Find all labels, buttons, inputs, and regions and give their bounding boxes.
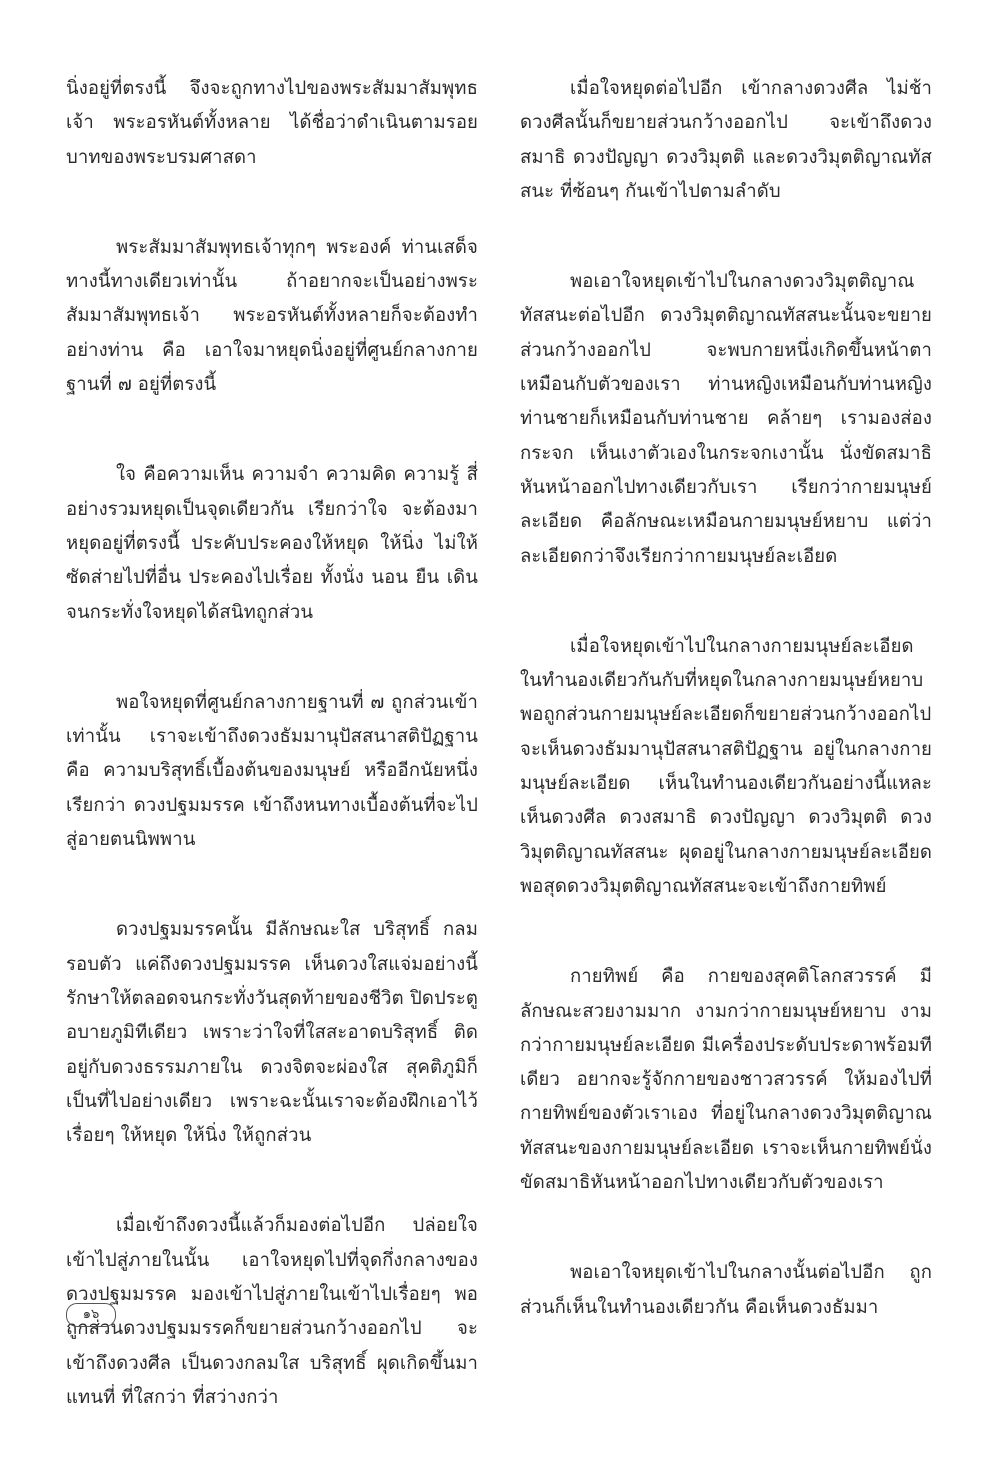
left-column <box>66 72 478 1471</box>
paragraph: กายทิพย์ คือ กายของสุคติโลกสวรรค์ มีลักษณะสวยงามมาก งามกว่ากายมนุษย์หยาบ งามกว่ากายมนุษย์ละเอียด มีเครื่องประดับประดาพร้อมทีเดียว อยากจะรู้จักกายของชาวสวรรค์ ให้มองไปที่กายทิพย์ของตัวเราเอง ที่อยู่ในกลางดวงวิมุตติญาณทัสสนะของกายมนุษย์ละเอียด เราจะเห็นกายทิพย์นั่งขัดสมาธิหันหน้าออกไปทางเดียวกับตัวของเรา <box>520 966 932 1194</box>
paragraph: ใจ คือความเห็น ความจำ ความคิด ความรู้ สี่อย่างรวมหยุดเป็นจุดเดียวกัน เรียกว่าใจ จะต้องมาหยุดอยู่ที่ตรงนี้ ประคับประคองให้หยุด ให้นิ่ง ไม่ให้ซัดส่ายไปที่อื่น ประคองไปเรื่อย ทั้งนั่ง นอน ยืน เดิน จนกระทั่งใจหยุดได้สนิทถูกส่วน <box>66 464 478 623</box>
paragraph: นิ่งอยู่ที่ตรงนี้ จึงจะถูกทางไปของพระสัมมาสัมพุทธเจ้า พระอรหันต์ทั้งหลาย ได้ชื่อว่าดำเนินตามรอยบาทของพระบรมศาสดา <box>66 78 478 168</box>
paragraph: พอใจหยุดที่ศูนย์กลางกายฐานที่ ๗ ถูกส่วนเข้าเท่านั้น เราจะเข้าถึงดวงธัมมานุปัสสนาสติปัฏฐาน คือ ความบริสุทธิ์เบื้องต้นของมนุษย์ หรืออีกนัยหนึ่งเรียกว่า ดวงปฐมมรรค เข้าถึงหนทางเบื้องต้นที่จะไปสู่อายตนนิพพาน <box>66 691 478 851</box>
paragraph: เมื่อใจหยุดเข้าไปในกลางกายมนุษย์ละเอียดในทำนองเดียวกันกับที่หยุดในกลางกายมนุษย์หยาบ พอถูกส่วนกายมนุษย์ละเอียดก็ขยายส่วนกว้างออกไป จะเห็นดวงธัมมานุปัสสนาสติปัฏฐาน อยู่ในกลางกายมนุษย์ละเอียด เห็นในทำนองเดียวกันอย่างนี้แหละ เห็นดวงศีล ดวงสมาธิ ดวงปัญญา ดวงวิมุตติ ดวงวิมุตติญาณทัสสนะ ผุดอยู่ในกลางกายมนุษย์ละเอียด พอสุดดวงวิมุตติญาณทัสสนะจะเข้าถึงกายทิพย์ <box>520 635 932 897</box>
paragraph: พระสัมมาสัมพุทธเจ้าทุกๆ พระองค์ ท่านเสด็จทางนี้ทางเดียวเท่านั้น ถ้าอยากจะเป็นอย่างพระสัมมาสัมพุทธเจ้า พระอรหันต์ทั้งหลายก็จะต้องทำอย่างท่าน คือ เอาใจมาหยุดนิ่งอยู่ที่ศูนย์กลางกายฐานที่ ๗ อยู่ที่ตรงนี้ <box>66 236 478 396</box>
paragraph: พอเอาใจหยุดเข้าไปในกลางนั้นต่อไปอีก ถูกส่วนก็เห็นในทำนองเดียวกัน คือเห็นดวงธัมมา <box>520 1262 932 1318</box>
right-column <box>520 72 932 1381</box>
paragraph: พอเอาใจหยุดเข้าไปในกลางดวงวิมุตติญาณทัสสนะต่อไปอีก ดวงวิมุตติญาณทัสสนะนั้นจะขยายส่วนกว้างออกไป จะพบกายหนึ่งเกิดขึ้นหน้าตาเหมือนกับตัวของเรา ท่านหญิงเหมือนกับท่านหญิง ท่านชายก็เหมือนกับท่านชาย คล้ายๆ เรามองส่องกระจก เห็นเงาตัวเองในกระจกเงานั้น นั่งขัดสมาธิหันหน้าออกไปทางเดียวกับเรา เรียกว่ากายมนุษย์ละเอียด คือลักษณะเหมือนกายมนุษย์หยาบ แต่ว่าละเอียดกว่าจึงเรียกว่ากายมนุษย์ละเอียด <box>520 271 932 567</box>
paragraph: เมื่อเข้าถึงดวงนี้แล้วก็มองต่อไปอีก ปล่อยใจเข้าไปสู่ภายในนั้น เอาใจหยุดไปที่จุดกึ่งกลางของดวงปฐมมรรค มองเข้าไปสู่ภายในเข้าไปเรื่อยๆ พอถูกส่วนดวงปฐมมรรคก็ขยายส่วนกว้างออกไป จะเข้าถึงดวงศีล เป็นดวงกลมใส บริสุทธิ์ ผุดเกิดขึ้นมาแทนที่ ที่ใสกว่า ที่สว่างกว่า <box>66 1215 478 1408</box>
paragraph: เมื่อใจหยุดต่อไปอีก เข้ากลางดวงศีล ไม่ช้าดวงศีลนั้นก็ขยายส่วนกว้างออกไป จะเข้าถึงดวงสมาธิ ดวงปัญญา ดวงวิมุตติ และดวงวิมุตติญาณทัสสนะ ที่ซ้อนๆ กันเข้าไปตามลำดับ <box>520 78 932 202</box>
paragraph: ดวงปฐมมรรคนั้น มีลักษณะใส บริสุทธิ์ กลมรอบตัว แค่ถึงดวงปฐมมรรค เห็นดวงใสแจ่มอย่างนี้ รักษาให้ตลอดจนกระทั่งวันสุดท้ายของชีวิต ปิดประตูอบายภูมิทีเดียว เพราะว่าใจที่ใสสะอาดบริสุทธิ์ ติดอยู่กับดวงธรรมภายใน ดวงจิตจะผ่องใส สุคติภูมิก็เป็นที่ไปอย่างเดียว เพราะฉะนั้นเราจะต้องฝึกเอาไว้เรื่อยๆ ให้หยุด ให้นิ่ง ให้ถูกส่วน <box>66 919 478 1147</box>
page-number: ๑๖ <box>66 1303 116 1327</box>
